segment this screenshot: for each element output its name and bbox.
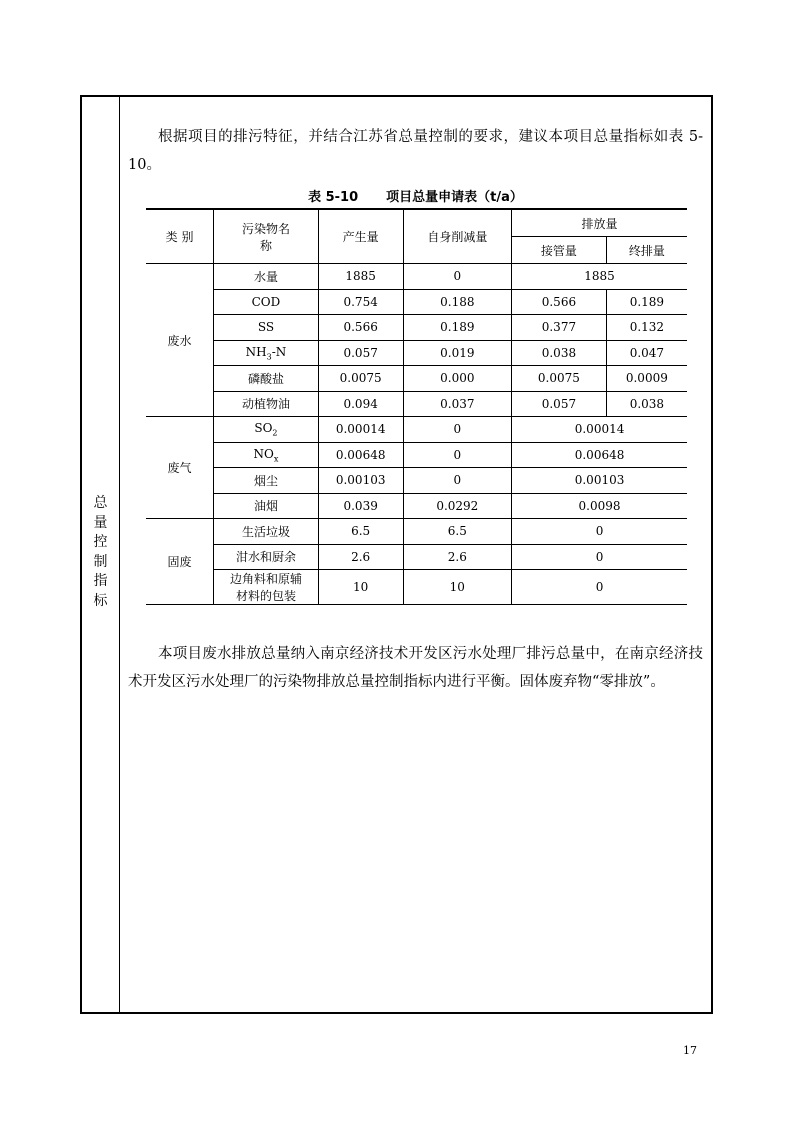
reduced-cell: 0 — [403, 417, 512, 443]
produced-cell: 0.00103 — [318, 468, 403, 494]
header-category: 类 别 — [146, 209, 214, 264]
intro-paragraph: 根据项目的排污特征，并结合江苏省总量控制的要求，建议本项目总量指标如表 5-10。 — [128, 129, 703, 173]
header-final: 终排量 — [606, 237, 687, 264]
pollutant-cell: SS — [214, 315, 319, 341]
pollutant-subscript: 2 — [272, 428, 278, 438]
produced-cell: 0.039 — [318, 493, 403, 519]
pollutant-cell: 边角料和原辅材料的包装 — [214, 570, 319, 605]
reduced-cell: 0.037 — [403, 391, 512, 417]
pollutant-cell: 油烟 — [214, 493, 319, 519]
pollutant-symbol: SO — [254, 421, 273, 436]
discharge-cell: 0.00014 — [512, 417, 687, 443]
discharge-cell: 0 — [512, 570, 687, 605]
table-row — [146, 493, 687, 519]
emission-totals-table — [146, 208, 687, 605]
table-row — [146, 289, 687, 315]
pollutant-symbol: NH — [245, 344, 267, 359]
final-cell: 0.0009 — [606, 366, 687, 392]
produced-cell: 6.5 — [318, 519, 403, 545]
header-pipe: 接管量 — [512, 237, 607, 264]
category-cell: 固废 — [146, 519, 214, 605]
produced-cell: 0.057 — [318, 340, 403, 366]
pollutant-symbol: NO — [253, 446, 274, 461]
produced-cell: 0.754 — [318, 289, 403, 315]
sidebar-label: 总 量 控 制 指 标 — [93, 495, 109, 609]
discharge-cell: 0.0098 — [512, 493, 687, 519]
produced-cell: 1885 — [318, 264, 403, 290]
pollutant-cell: 烟尘 — [214, 468, 319, 494]
table-row — [146, 391, 687, 417]
pollutant-subscript: 3 — [266, 351, 272, 361]
pollutant-cell: 生活垃圾 — [214, 519, 319, 545]
discharge-cell: 0.00103 — [512, 468, 687, 494]
pollutant-cell: 动植物油 — [214, 391, 319, 417]
reduced-cell: 0 — [403, 468, 512, 494]
reduced-cell: 0.188 — [403, 289, 512, 315]
category-cell: 废气 — [146, 417, 214, 519]
final-cell: 0.038 — [606, 391, 687, 417]
form-frame — [80, 95, 713, 1014]
pipe-cell: 1885 — [512, 264, 687, 290]
final-cell: 0.189 — [606, 289, 687, 315]
discharge-cell: 0 — [512, 544, 687, 570]
closing-paragraph: 本项目废水排放总量纳入南京经济技术开发区污水处理厂排污总量中，在南京经济技术开发区污水处理厂的污染物排放总量控制指标内进行平衡。固体废弃物“零排放”。 — [128, 646, 703, 690]
table-row — [146, 544, 687, 570]
header-pollutant: 污染物名称 — [214, 209, 319, 264]
category-cell: 废水 — [146, 264, 214, 417]
table-row — [146, 264, 687, 290]
reduced-cell: 0.189 — [403, 315, 512, 341]
produced-cell: 0.00014 — [318, 417, 403, 443]
produced-cell: 0.566 — [318, 315, 403, 341]
reduced-cell: 2.6 — [403, 544, 512, 570]
produced-cell: 2.6 — [318, 544, 403, 570]
reduced-cell: 0 — [403, 442, 512, 468]
table-row — [146, 340, 687, 366]
header-produced: 产生量 — [318, 209, 403, 264]
pipe-cell: 0.0075 — [512, 366, 607, 392]
pipe-cell: 0.566 — [512, 289, 607, 315]
pollutant-cell — [214, 417, 319, 443]
pollutant-cell: 泔水和厨余 — [214, 544, 319, 570]
table-row — [146, 417, 687, 443]
produced-cell: 0.094 — [318, 391, 403, 417]
reduced-cell: 0.019 — [403, 340, 512, 366]
reduced-cell: 6.5 — [403, 519, 512, 545]
table-row — [146, 570, 687, 605]
pipe-cell: 0.038 — [512, 340, 607, 366]
produced-cell: 0.00648 — [318, 442, 403, 468]
pollutant-suffix: -N — [271, 344, 287, 359]
table-caption — [120, 186, 711, 205]
pipe-cell: 0.057 — [512, 391, 607, 417]
produced-cell: 0.0075 — [318, 366, 403, 392]
pollutant-cell: 水量 — [214, 264, 319, 290]
discharge-cell: 0 — [512, 519, 687, 545]
table-row — [146, 366, 687, 392]
final-cell: 0.047 — [606, 340, 687, 366]
discharge-cell: 0.00648 — [512, 442, 687, 468]
reduced-cell: 0.000 — [403, 366, 512, 392]
reduced-cell: 10 — [403, 570, 512, 605]
table-caption-number: 表 5-10 — [308, 190, 359, 205]
pipe-cell: 0.377 — [512, 315, 607, 341]
table-row — [146, 519, 687, 545]
sidebar-column — [82, 97, 120, 1012]
content-area — [120, 97, 711, 1012]
reduced-cell: 0.0292 — [403, 493, 512, 519]
page-number: 17 — [683, 1044, 697, 1057]
table-row — [146, 315, 687, 341]
pollutant-cell: 磷酸盐 — [214, 366, 319, 392]
pollutant-cell — [214, 442, 319, 468]
pollutant-cell — [214, 340, 319, 366]
produced-cell: 10 — [318, 570, 403, 605]
final-cell: 0.132 — [606, 315, 687, 341]
header-discharge: 排放量 — [512, 209, 687, 237]
table-row — [146, 442, 687, 468]
reduced-cell: 0 — [403, 264, 512, 290]
pollutant-subscript: x — [273, 453, 279, 463]
pollutant-cell: COD — [214, 289, 319, 315]
table-caption-title: 项目总量申请表（t/a） — [386, 190, 523, 205]
header-reduced: 自身削减量 — [403, 209, 512, 264]
table-row — [146, 468, 687, 494]
